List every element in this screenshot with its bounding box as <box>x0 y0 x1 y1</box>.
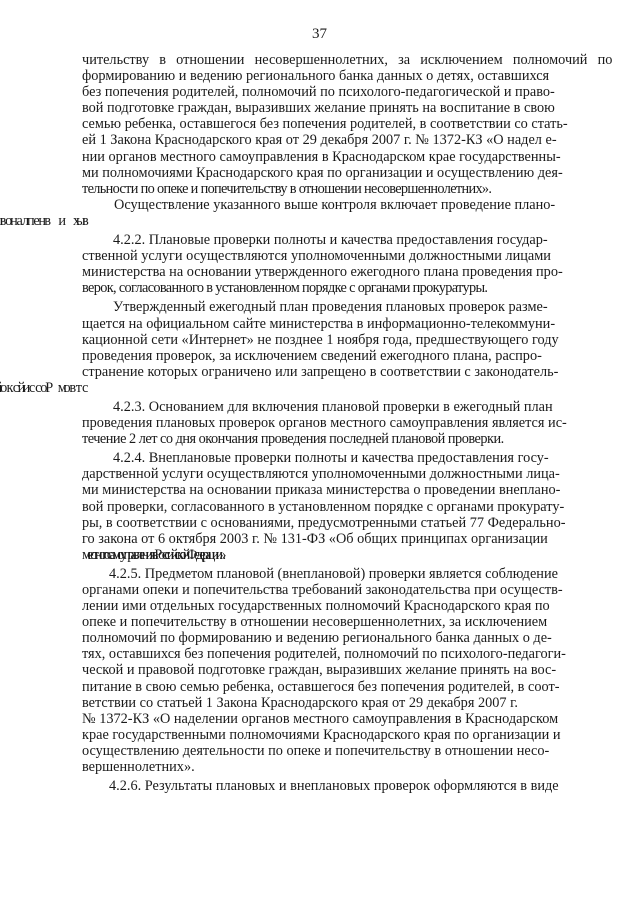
text-line: питание в свою семью ребенка, оставшегося без попечения родителей, в соот- <box>82 678 560 695</box>
text-line: вой проверки, согласованного в установленном порядке с органами прокурату- <box>82 498 565 515</box>
text-line: семью ребенка, оставшегося без попечения родителей, в соответствии со стать- <box>82 116 568 133</box>
text-line: кационной сети «Интернет» не позднее 1 ноября года, предшествующего году <box>82 331 559 348</box>
text-line: без попечения родителей, полномочий по психолого-педагогической и право- <box>82 84 555 101</box>
text-line: 4.2.3. Основанием для включения плановой проверки в ежегодный план <box>113 398 553 415</box>
text-line: щается на официальном сайте министерства в информационно-телекоммуни- <box>82 315 556 332</box>
text-line: верок, согласованного в установленном порядке с органами прокуратуры. <box>82 280 488 297</box>
text-line: осуществлению деятельности по опеке и попечительству в отношении несо- <box>82 742 550 759</box>
text-line: Осуществление указанного выше контроля включает проведение плано- <box>114 196 556 213</box>
text-line: ческой и правовой подготовке граждан, выразивших желание принять на вос- <box>82 662 557 679</box>
text-line: органами опеки и попечительства требований законодательства при осуществ- <box>82 582 563 598</box>
page-number: 37 <box>312 26 327 42</box>
text-line: ми министерства на основании приказа министерства о проведении внеплано- <box>82 482 561 499</box>
text-line: проведения плановых проверок органов местного самоуправления является ис- <box>82 415 567 432</box>
text-line: ветствии со статьей 1 Закона Краснодарского края от 29 декабря 2007 г. <box>82 694 518 711</box>
text-line: министерства на основании утвержденного ежегодного плана проведения про- <box>82 264 563 281</box>
text-line: Утвержденный ежегодный план проведения плановых проверок разме- <box>113 299 548 316</box>
text-line: № 1372-КЗ «О наделении органов местного самоуправления в Краснодарском <box>82 710 559 727</box>
text-line: ры, в соответствии с основаниями, предусмотренными статьей 77 Федерально- <box>82 514 566 531</box>
text-line: 4.2.2. Плановые проверки полноты и качества предоставления государ- <box>113 232 548 249</box>
text-line: проведения проверок, за исключением сведений ежегодного плана, распро- <box>82 347 542 364</box>
text-line: лении ими отдельных государственных полномочий Краснодарского края по <box>82 598 550 615</box>
text-line: формированию и ведению регионального банка данных о детях, оставшихся <box>82 68 550 85</box>
text-line: вой подготовке граждан, выразивших желание принять на воспитание в свою <box>82 100 555 117</box>
text-line: ми полномочиями Краснодарского края по организации и осуществлению дея- <box>82 164 563 181</box>
text-line: местного самоуправления в Российской Федерации». <box>82 546 223 563</box>
body-text <box>82 52 612 794</box>
text-line: опеке и попечительству в отношении несовершеннолетних, за исключением <box>82 614 548 631</box>
text-line: крае государственными полномочиями Краснодарского края по организации и <box>82 726 561 743</box>
text-line <box>82 213 612 229</box>
text-line: тях, оставшихся без попечения родителей, полномочий по психолого-педагоги- <box>82 646 566 663</box>
text-line: вершеннолетних». <box>82 759 195 776</box>
text-line: полномочий по формированию и ведению регионального банка данных о де- <box>82 630 552 647</box>
text-line: тельности по опеке и попечительству в отношении несовершеннолетних». <box>82 180 492 197</box>
text-line: дарственной услуги осуществляются уполномоченными должностными лица- <box>82 466 560 483</box>
text-line: го закона от 6 октября 2003 г. № 131-ФЗ «Об общих принципах организации <box>82 530 548 547</box>
text-line: 4.2.5. Предметом плановой (внеплановой) проверки является соблюдение <box>109 565 558 582</box>
text-line: 4.2.4. Внеплановые проверки полноты и качества предоставления госу- <box>113 450 549 467</box>
text-line: ей 1 Закона Краснодарского края от 29 декабря 2007 г. № 1372-КЗ «О надел е- <box>82 132 557 149</box>
text-line: течение 2 лет со дня окончания проведения последней плановой проверки. <box>82 431 504 448</box>
text-line: 4.2.6. Результаты плановых и внеплановых проверок оформляются в виде <box>109 778 559 795</box>
text-line: ственной услуги осуществляются уполномоченными должностными лицами <box>82 248 551 265</box>
text-line: чительству в отношении несовершеннолетних, за исключением полномочий по <box>82 52 613 68</box>
text-line: странение которых ограничено или запрещено в соответствии с законодатель- <box>82 363 559 380</box>
text-line: нии органов местного самоуправления в Краснодарском крае государственны- <box>82 148 561 165</box>
text-line <box>82 380 612 396</box>
